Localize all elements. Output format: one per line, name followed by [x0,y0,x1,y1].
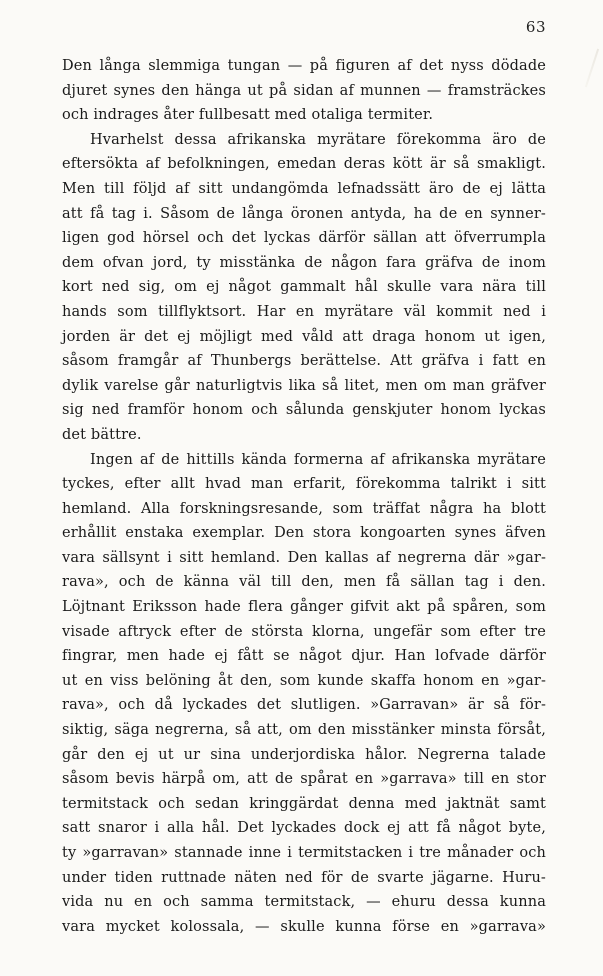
text-line: ligen god hörsel och det lyckas därför sällan att öfverrumpla [62,230,546,247]
text-line: hemland. Alla forskningsresande, som träffat några ha blott [62,500,546,517]
text-line: under tiden ruttnade näten ned för de svarte jägarne. Huru- [62,869,546,886]
text-line: det bättre. [62,426,142,443]
text-line: Löjtnant Eriksson hade flera gånger gifvit akt på spåren, som [62,599,546,616]
text-line: Men till följd af sitt undangömda lefnadssätt äro de ej lätta [62,180,546,197]
text-line: sig ned framför honom och sålunda genskjuter honom lyckas [62,402,546,419]
text-line: tyckes, efter allt hvad man erfarit, förekomma talrikt i sitt [62,476,546,493]
text-line: vara mycket kolossala, — skulle kunna förse en »garrava» [62,918,546,935]
text-line: att få tag i. Såsom de långa öronen antyda, ha de en synner- [62,205,546,222]
paper-crease-mark [585,49,599,88]
text-line: Den långa slemmiga tungan — på figuren af det nyss dödade [62,58,546,74]
text-line: jorden är det ej möjligt med våld att draga honom ut igen, [62,328,546,345]
page-number: 63 [525,18,546,36]
text-line: fingrar, men hade ej fått se något djur. Han lofvade därför [62,648,546,665]
text-line: satt snaror i alla hål. Det lyckades dock ej att få något byte, [62,820,546,837]
text-line: och indrages åter fullbesatt med otaliga termiter. [62,107,434,124]
text-line: Ingen af de hittills kända formerna af afrikanska myrätare [90,451,546,468]
text-line: dylik varelse går naturligtvis lika så litet, men om man gräfver [62,377,546,394]
text-line: rava», och de känna väl till den, men få sällan tag i den. [62,574,546,591]
text-line: rava», och då lyckades det slutligen. »Garravan» är så för- [62,697,546,714]
text-line: termitstack och sedan kringgärdat denna med jaktnät samt [62,795,546,812]
text-line: ut en viss belöning åt den, som kunde skaffa honom en »gar- [62,672,546,689]
text-line: går den ej ut ur sina underjordiska hålor. Negrerna talade [62,746,546,763]
text-line: eftersökta af befolkningen, emedan deras kött är så smakligt. [62,156,546,173]
text-line: djuret synes den hänga ut på sidan af munnen — framsträckes [62,82,546,99]
text-line: vara sällsynt i sitt hemland. Den kallas af negrerna där »gar- [62,549,546,566]
text-line: dem ofvan jord, ty misstänka de någon fara gräfva de inom [62,254,546,271]
text-line: Hvarhelst dessa afrikanska myrätare förekomma äro de [90,131,546,148]
body-text [62,54,546,939]
text-line: siktig, säga negrerna, så att, om den misstänker minsta försåt, [62,722,546,739]
text-line: kort ned sig, om ej något gammalt hål skulle vara nära till [62,279,546,296]
text-line: hands som tillflyktsort. Har en myrätare väl kommit ned i [62,303,546,320]
text-line: vida nu en och samma termitstack, — ehuru dessa kunna [62,894,546,911]
text-line: såsom bevis härpå om, att de spårat en »garrava» till en stor [62,771,546,788]
text-line: såsom framgår af Thunbergs berättelse. Att gräfva i fatt en [62,353,546,370]
text-line: ty »garravan» stannade inne i termitstacken i tre månader och [62,845,546,861]
text-line: erhållit enstaka exemplar. Den stora kongoarten synes äfven [62,525,546,542]
text-line: visade aftryck efter de största klorna, ungefär som efter tre [62,623,546,640]
